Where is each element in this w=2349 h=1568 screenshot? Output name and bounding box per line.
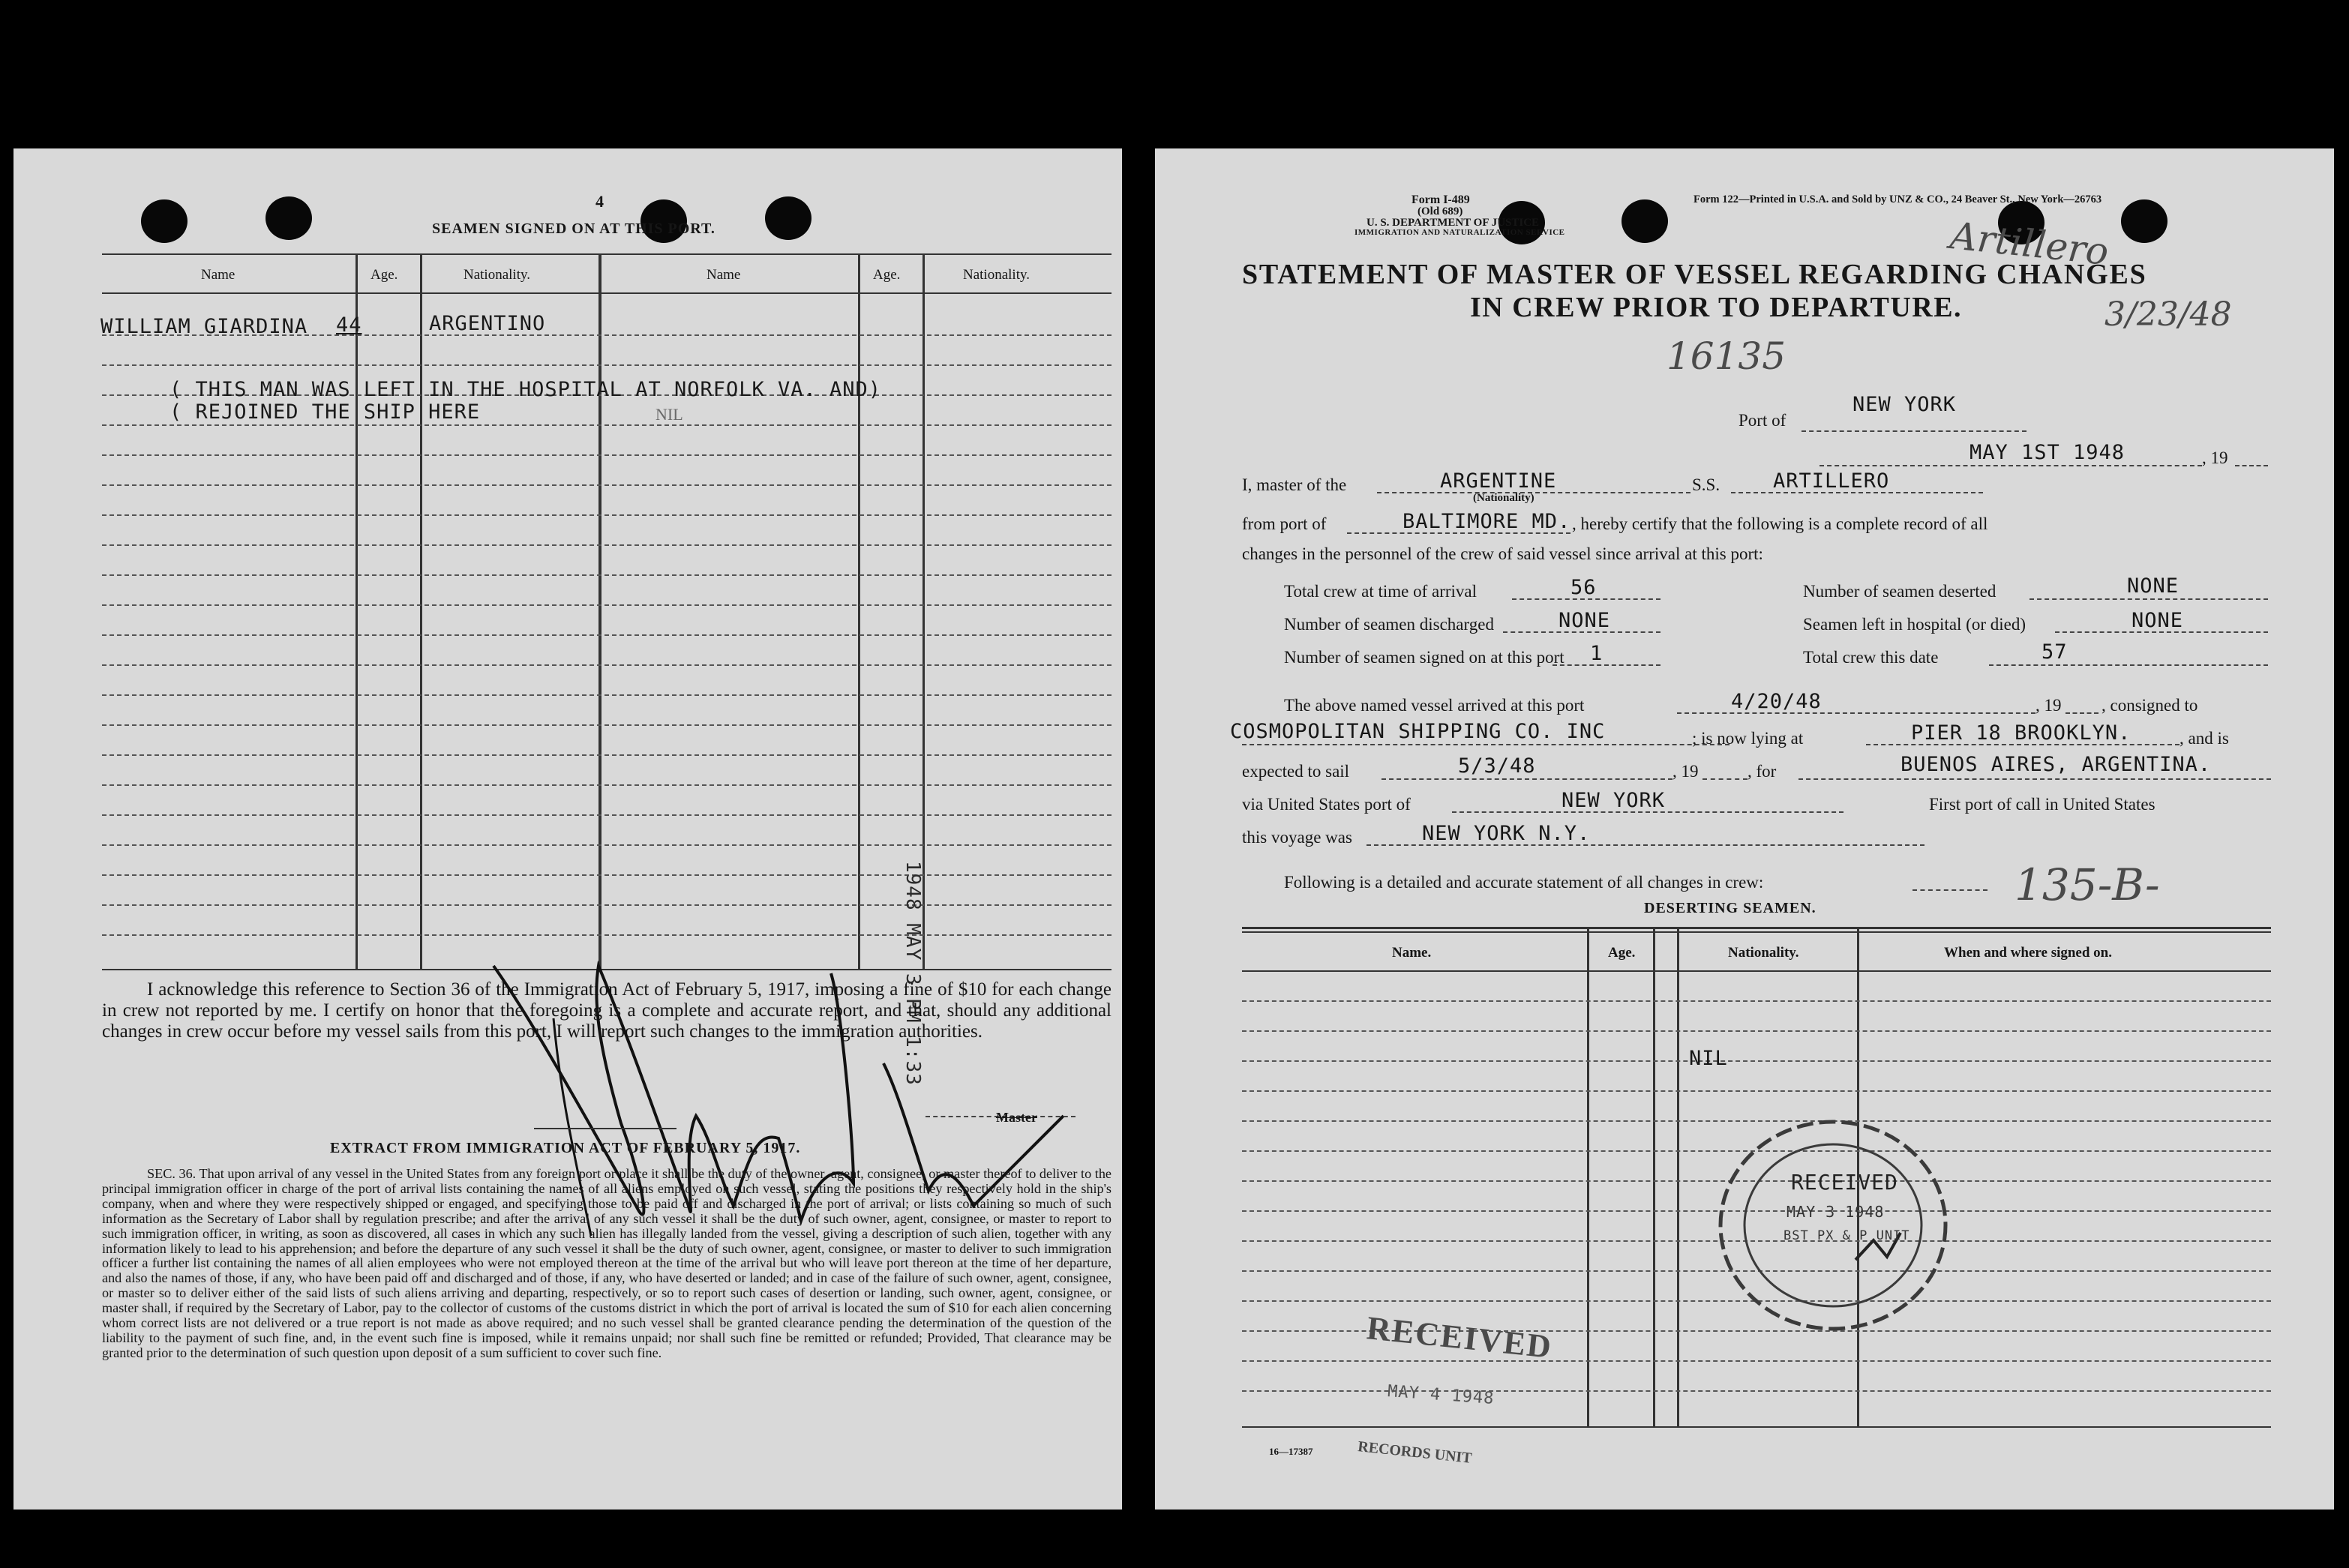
form-title-line-2: IN CREW PRIOR TO DEPARTURE. (1470, 292, 1963, 323)
table-top-rule (102, 253, 1112, 255)
date-suffix: , 19 (2202, 448, 2228, 467)
records-unit-stamp: RECORDS UNIT (1357, 1438, 1473, 1467)
department: U. S. DEPARTMENT OF JUSTICE (1366, 217, 1540, 229)
handwritten-date: 3/23/48 (2104, 295, 2232, 334)
consignee-value: COSMOPOLITAN SHIPPING CO. INC (1230, 720, 1606, 743)
expected-suffix: , 19 (1672, 762, 1699, 781)
expected-value: 5/3/48 (1458, 754, 1536, 778)
received-date-2: MAY 4 1948 (1387, 1382, 1496, 1408)
col-header-nationality-2: Nationality. (963, 267, 1030, 283)
from-port-label: from port of (1242, 514, 1327, 533)
consigned-label: , consigned to (2102, 696, 2198, 715)
handwritten-number: 16135 (1666, 334, 1786, 378)
deserting-col-age: Age. (1608, 945, 1636, 961)
nationality-caption: (Nationality) (1473, 492, 1534, 504)
col-header-age: Age. (370, 267, 398, 283)
deserting-col-name: Name. (1392, 945, 1432, 961)
left-page (14, 148, 1122, 1510)
for-label: , for (1748, 762, 1777, 781)
voyage-label: this voyage was (1242, 828, 1352, 847)
received-stamp-ring (1713, 1113, 1953, 1338)
via-label: via United States port of (1242, 795, 1411, 814)
from-port-value: BALTIMORE MD. (1402, 510, 1571, 533)
date-value: MAY 1ST 1948 (1970, 441, 2126, 464)
nil-mark: NIL (656, 405, 683, 424)
punch-hole (141, 199, 188, 243)
punch-hole (2121, 199, 2168, 243)
deserted-label: Number of seamen deserted (1803, 582, 1996, 601)
total-date-label: Total crew this date (1803, 648, 1939, 667)
discharged-label: Number of seamen discharged (1284, 615, 1494, 634)
ss-label: S.S. (1692, 475, 1720, 494)
voyage-value: NEW YORK N.Y. (1422, 822, 1591, 845)
col-divider (356, 255, 358, 969)
deserting-table-top (1242, 927, 2271, 929)
form-id: Form I-489 (1412, 193, 1470, 206)
lying-label: ; is now lying at (1692, 729, 1804, 748)
hospital-value: NONE (2132, 609, 2184, 632)
total-arrival-value: 56 (1570, 576, 1597, 599)
punch-hole (765, 196, 812, 240)
deserted-value: NONE (2127, 574, 2180, 598)
col-header-name: Name (201, 267, 236, 283)
changes-text: changes in the personnel of the crew of said vessel since arrival at this port: (1242, 544, 1763, 563)
hospital-label: Seamen left in hospital (or died) (1803, 615, 2026, 634)
col-header-name-2: Name (706, 267, 741, 283)
signed-label: Number of seamen signed on at this port (1284, 648, 1564, 667)
following-text: Following is a detailed and accurate statement of all changes in crew: (1284, 873, 1764, 892)
entry-age: 44 (336, 313, 362, 337)
extract-rule (534, 1128, 676, 1129)
arrived-label: The above named vessel arrived at this port (1284, 696, 1585, 715)
port-value: NEW YORK (1852, 393, 1957, 416)
nil-value: NIL (1689, 1047, 1728, 1070)
total-arrival-label: Total crew at time of arrival (1284, 582, 1478, 601)
deserting-heading: DESERTING SEAMEN. (1644, 900, 1816, 916)
table-header-rule (102, 292, 1112, 294)
left-heading: SEAMEN SIGNED ON AT THIS PORT. (432, 220, 716, 237)
page-number: 4 (596, 192, 604, 211)
service: IMMIGRATION AND NATURALIZATION SERVICE (1354, 228, 1565, 237)
footer-code: 16—17387 (1269, 1446, 1313, 1457)
stamp-received: RECEIVED (1791, 1170, 1898, 1195)
handwritten-vessel: Artillero (1948, 214, 2111, 274)
col-divider (420, 255, 422, 969)
via-value: NEW YORK (1562, 789, 1666, 812)
punch-hole (1622, 199, 1668, 243)
col-header-age-2: Age. (873, 267, 901, 283)
arrived-suffix: , 19 (2036, 696, 2062, 715)
vessel-value: ARTILLERO (1773, 469, 1890, 493)
arrived-value: 4/20/48 (1731, 690, 1822, 713)
signed-value: 1 (1590, 642, 1604, 665)
port-label: Port of (1738, 411, 1786, 430)
form-old: (Old 689) (1418, 205, 1463, 217)
time-stamp: 1948 MAY 3 PM 1:33 (902, 861, 924, 1086)
received-stamp (1713, 1113, 1953, 1338)
discharged-value: NONE (1558, 609, 1611, 632)
acknowledgment-text: I acknowledge this reference to Section 36 of the Immigration Act of February 5, 1917, imposing a fine of $10 for each change in crew not reported by me. I certify on honor that the foregoing is a complete and accurate report, and that, should any additional changes in crew occur before my vessel sails from this port, I will report such changes to the immigration authorities. (102, 979, 1112, 1042)
form-title-line-1: STATEMENT OF MASTER OF VESSEL REGARDING CHANGES (1242, 259, 2147, 290)
stamp-sub: BST PX & P UNIT (1784, 1228, 1910, 1243)
col-header-nationality: Nationality. (464, 267, 530, 283)
and-is: , and is (2180, 729, 2229, 748)
deserting-col-when: When and where signed on. (1944, 945, 2113, 961)
entry-name: WILLIAM GIARDINA (100, 315, 308, 338)
master-of-label: I, master of the (1242, 475, 1347, 494)
lying-value: PIER 18 BROOKLYN. (1911, 721, 2132, 745)
certify-text: , hereby certify that the following is a complete record of all (1572, 514, 1988, 533)
first-call-label: First port of call in United States (1929, 795, 2156, 814)
printer-line: Form 122—Printed in U.S.A. and Sold by UNZ & CO., 24 Beaver St., New York—26763 (1694, 193, 2102, 205)
expected-label: expected to sail (1242, 762, 1350, 781)
stamp-date: MAY 3 1948 (1786, 1203, 1885, 1221)
entry-nationality: ARGENTINO (429, 312, 546, 335)
punch-hole (266, 196, 312, 240)
extract-title: EXTRACT FROM IMMIGRATION ACT OF FEBRUARY 5, 1917. (330, 1140, 801, 1156)
deserting-col-nationality: Nationality. (1728, 945, 1799, 961)
destination-value: BUENOS AIRES, ARGENTINA. (1900, 753, 2212, 776)
received-stamp-2: RECEIVED (1365, 1309, 1555, 1366)
nationality-value: ARGENTINE (1440, 469, 1557, 493)
total-date-value: 57 (2042, 640, 2068, 664)
entry-note-line-2: ( REJOINED THE SHIP HERE (170, 400, 481, 424)
extract-text: SEC. 36. That upon arrival of any vessel in the United States from any foreign port or place it shall be the duty of the owner, agent, consignee, or master thereof to deliver to the principal immigration officer in charge of the port of arrival lists containing the names of all aliens employed on such vessel, stating the positions they respectively hold in the ship's company, when and where they were respectively shipped or engaged, and specifying those to be paid off and discharged in the port of arrival; or lists containing so much of such information as the Secretary of Labor shall by regulation prescribe; and after the arrival of any such vessel it shall be the duty of such owner, agent, consignee, or master to report to such immigration officer, in writing, as soon as discovered, all cases in which any such alien has illegally landed from the vessel, giving a description of such alien, together with any information likely to lead to his apprehension; and before the departure of any such vessel it shall be the duty of such owner, agent, consignee, or master to deliver to such immigration officer a further list containing the names of all alien employees who were not employed thereon at the time of the arrival but who will leave port thereon at the time of her departure, and also the names of those, if any, who have been paid off and discharged and of those, if any, who have deserted or landed; and in case of the failure of such owner, agent, consignee, or master so to deliver either of the said lists of such aliens arriving and departing, respectively, or so to report such cases of desertion or landing, such owner, agent, consignee, or master shall, if required by the Secretary of Labor, pay to the collector of customs of the customs district in which the port of arrival is located the sum of $10 for each alien concerning whom correct lists are not delivered or a true report is not made as above required; and no such vessel shall be granted clearance pending the determination of the question of the liability to the payment of such fine, and, in the event such fine is imposed, while it remains unpaid; nor shall such fine be remitted or refunded; Provided, That clearance may be granted prior to the determination of such question upon deposit of a sum sufficient to cover such fine. (102, 1166, 1112, 1360)
master-label: Master (996, 1110, 1037, 1125)
right-page (1155, 148, 2334, 1510)
entry-note-line-1: ( THIS MAN WAS LEFT IN THE HOSPITAL AT NORFOLK VA. AND) (170, 378, 882, 401)
handwritten-code: 135-B- (2014, 859, 2160, 910)
